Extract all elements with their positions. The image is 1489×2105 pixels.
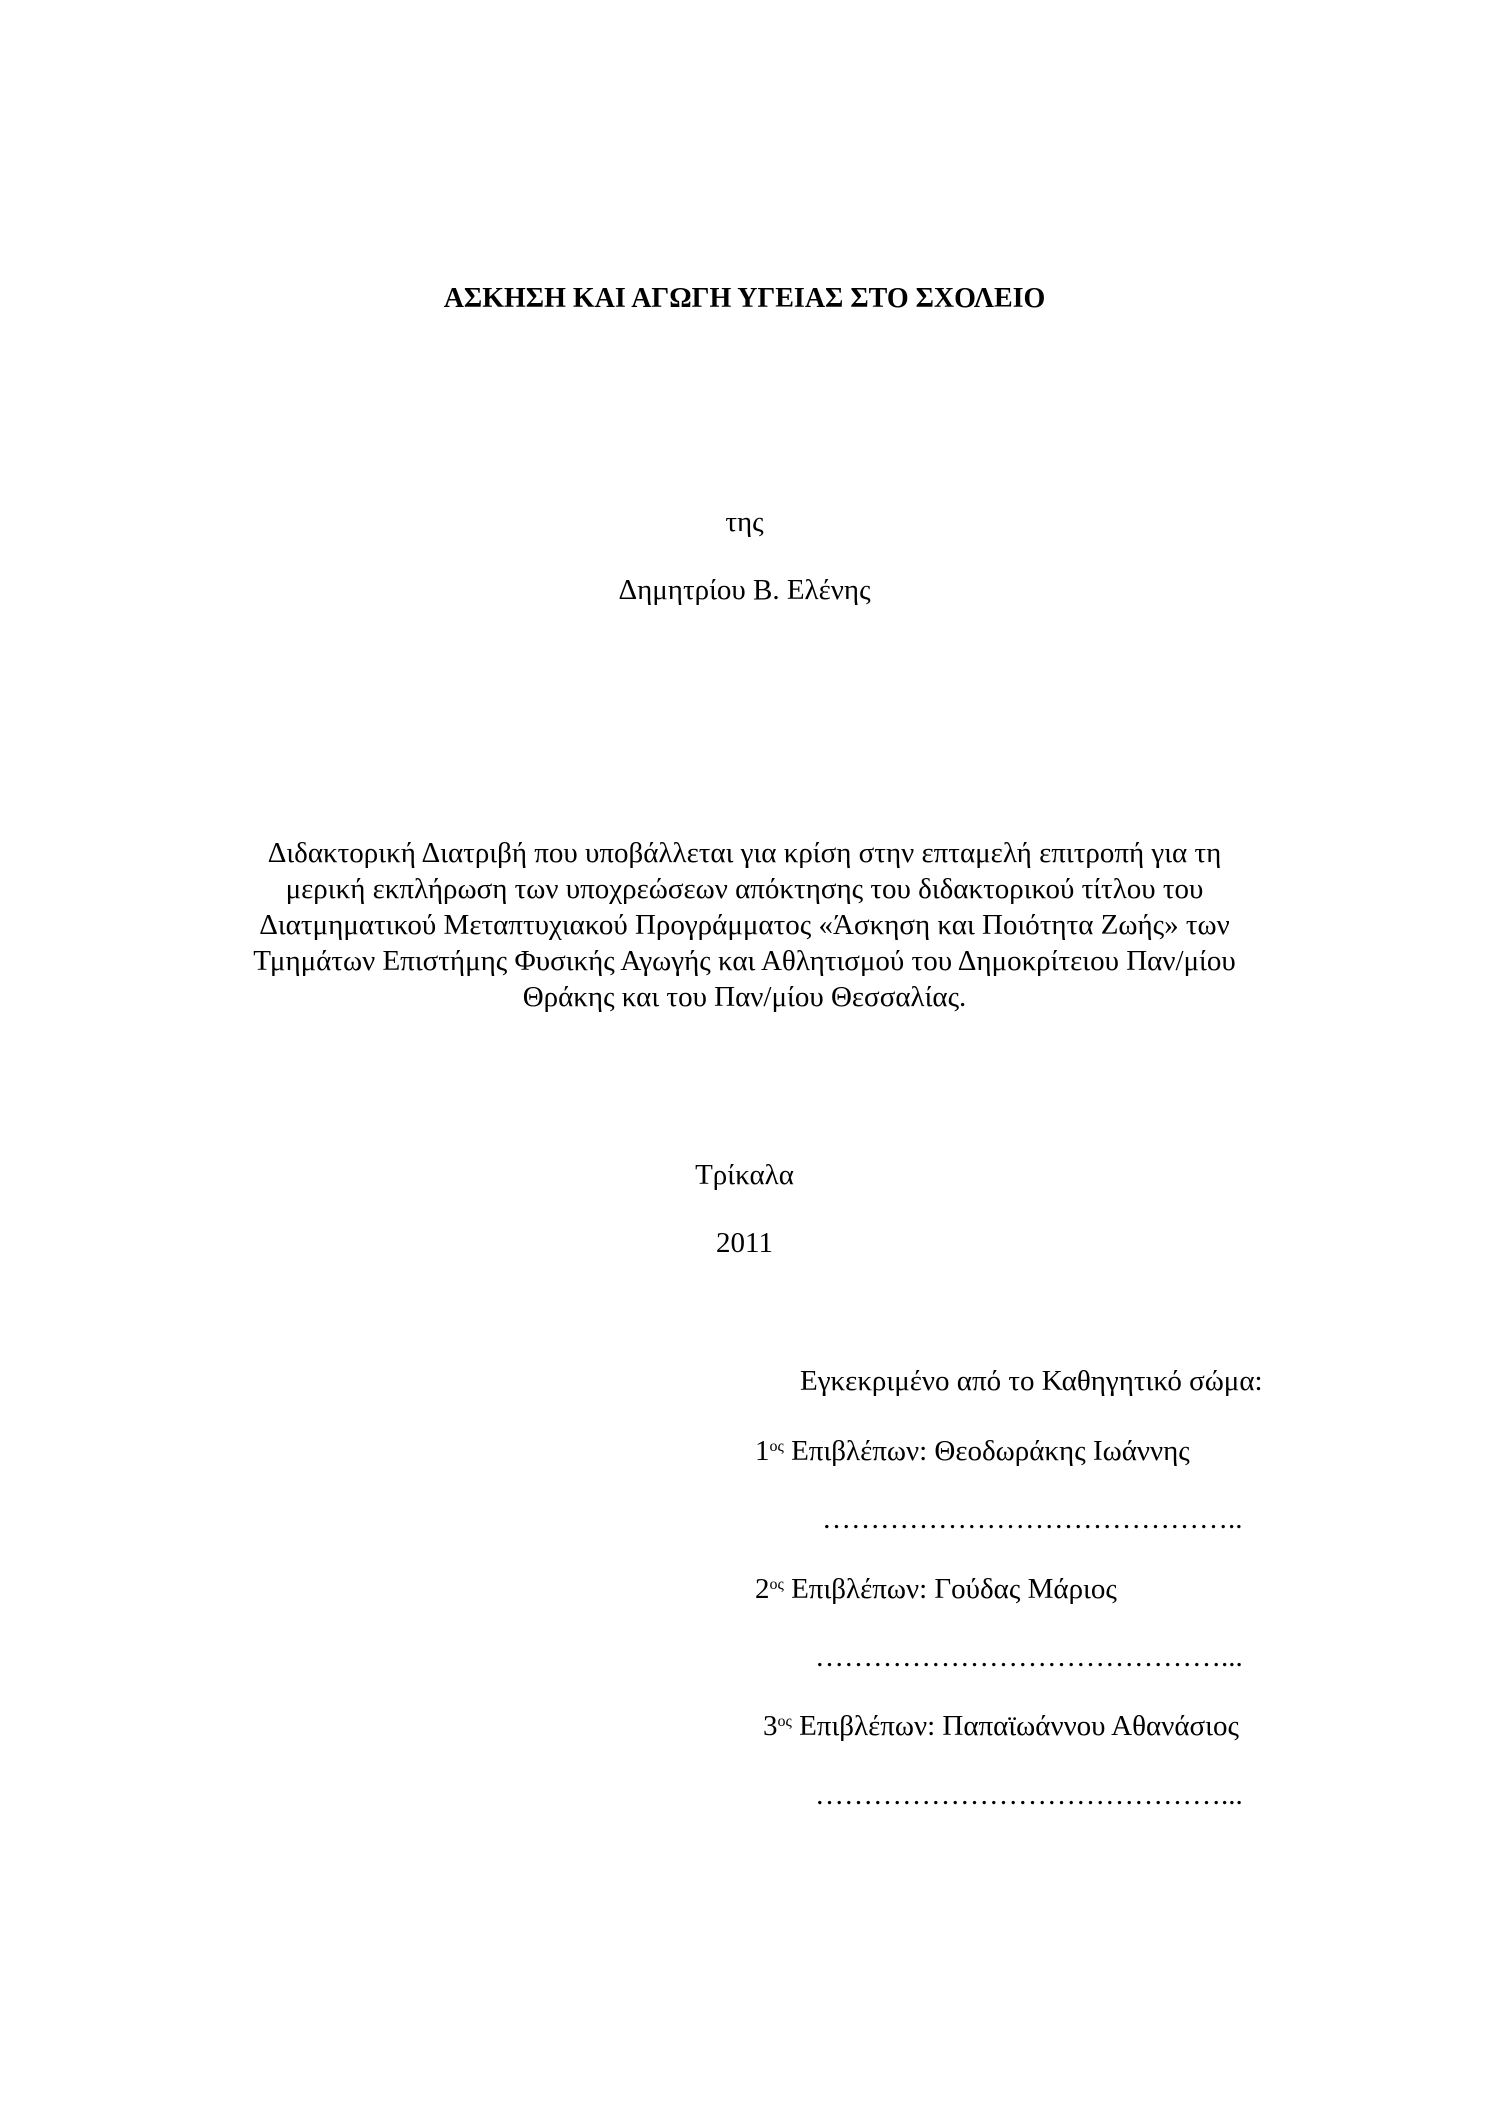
year: 2011: [716, 1227, 773, 1259]
description-line: Τμημάτων Επιστήμης Φυσικής Αγωγής και Αθλητισμού του Δημοκρίτειου Παν/μίου: [253, 945, 1236, 977]
description-line: μερική εκπλήρωση των υποχρεώσεων απόκτησης του διδακτορικού τίτλου του: [285, 873, 1204, 905]
supervisor-1: [755, 1434, 1190, 1468]
supervisor-number: 2: [755, 1573, 770, 1605]
supervisor-label: Επιβλέπων: Γούδας Μάριος: [791, 1573, 1117, 1605]
ordinal-suffix: ος: [769, 1438, 784, 1455]
supervisor-number: 3: [763, 1710, 778, 1742]
city: Τρίκαλα: [695, 1159, 794, 1191]
supervisor-number: 1: [755, 1435, 770, 1467]
signature-line-1: ……………………………………..: [822, 1503, 1243, 1535]
author-name: Δημητρίου Β. Ελένης: [618, 574, 871, 606]
description-line: Διατμηματικού Μεταπτυχιακού Προγράμματος «Άσκηση και Ποιότητα Ζωής» των: [259, 909, 1230, 941]
supervisor-label: Επιβλέπων: Παπαϊωάννου Αθανάσιος: [799, 1710, 1239, 1742]
description-line: Θράκης και του Παν/μίου Θεσσαλίας.: [522, 981, 967, 1013]
approval-label: Εγκεκριμένο από το Καθηγητικό σώμα:: [800, 1365, 1263, 1397]
supervisor-label: Επιβλέπων: Θεοδωράκης Ιωάννης: [791, 1435, 1190, 1467]
ordinal-suffix: ος: [777, 1713, 792, 1730]
ordinal-suffix: ος: [769, 1576, 784, 1593]
thesis-title: ΑΣΚΗΣΗ ΚΑΙ ΑΓΩΓΗ ΥΓΕΙΑΣ ΣΤΟ ΣΧΟΛΕΙΟ: [443, 283, 1046, 314]
description-line: Διδακτορική Διατριβή που υποβάλλεται για κρίση στην επταμελή επιτροπή για τη: [267, 837, 1222, 869]
thesis-description: [0, 835, 1489, 1015]
supervisor-2: [755, 1572, 1117, 1606]
signature-line-3: ……………………………………...: [815, 1779, 1243, 1811]
by-label: της: [725, 506, 764, 538]
signature-line-2: ……………………………………...: [815, 1641, 1243, 1673]
supervisor-3: [763, 1709, 1239, 1743]
